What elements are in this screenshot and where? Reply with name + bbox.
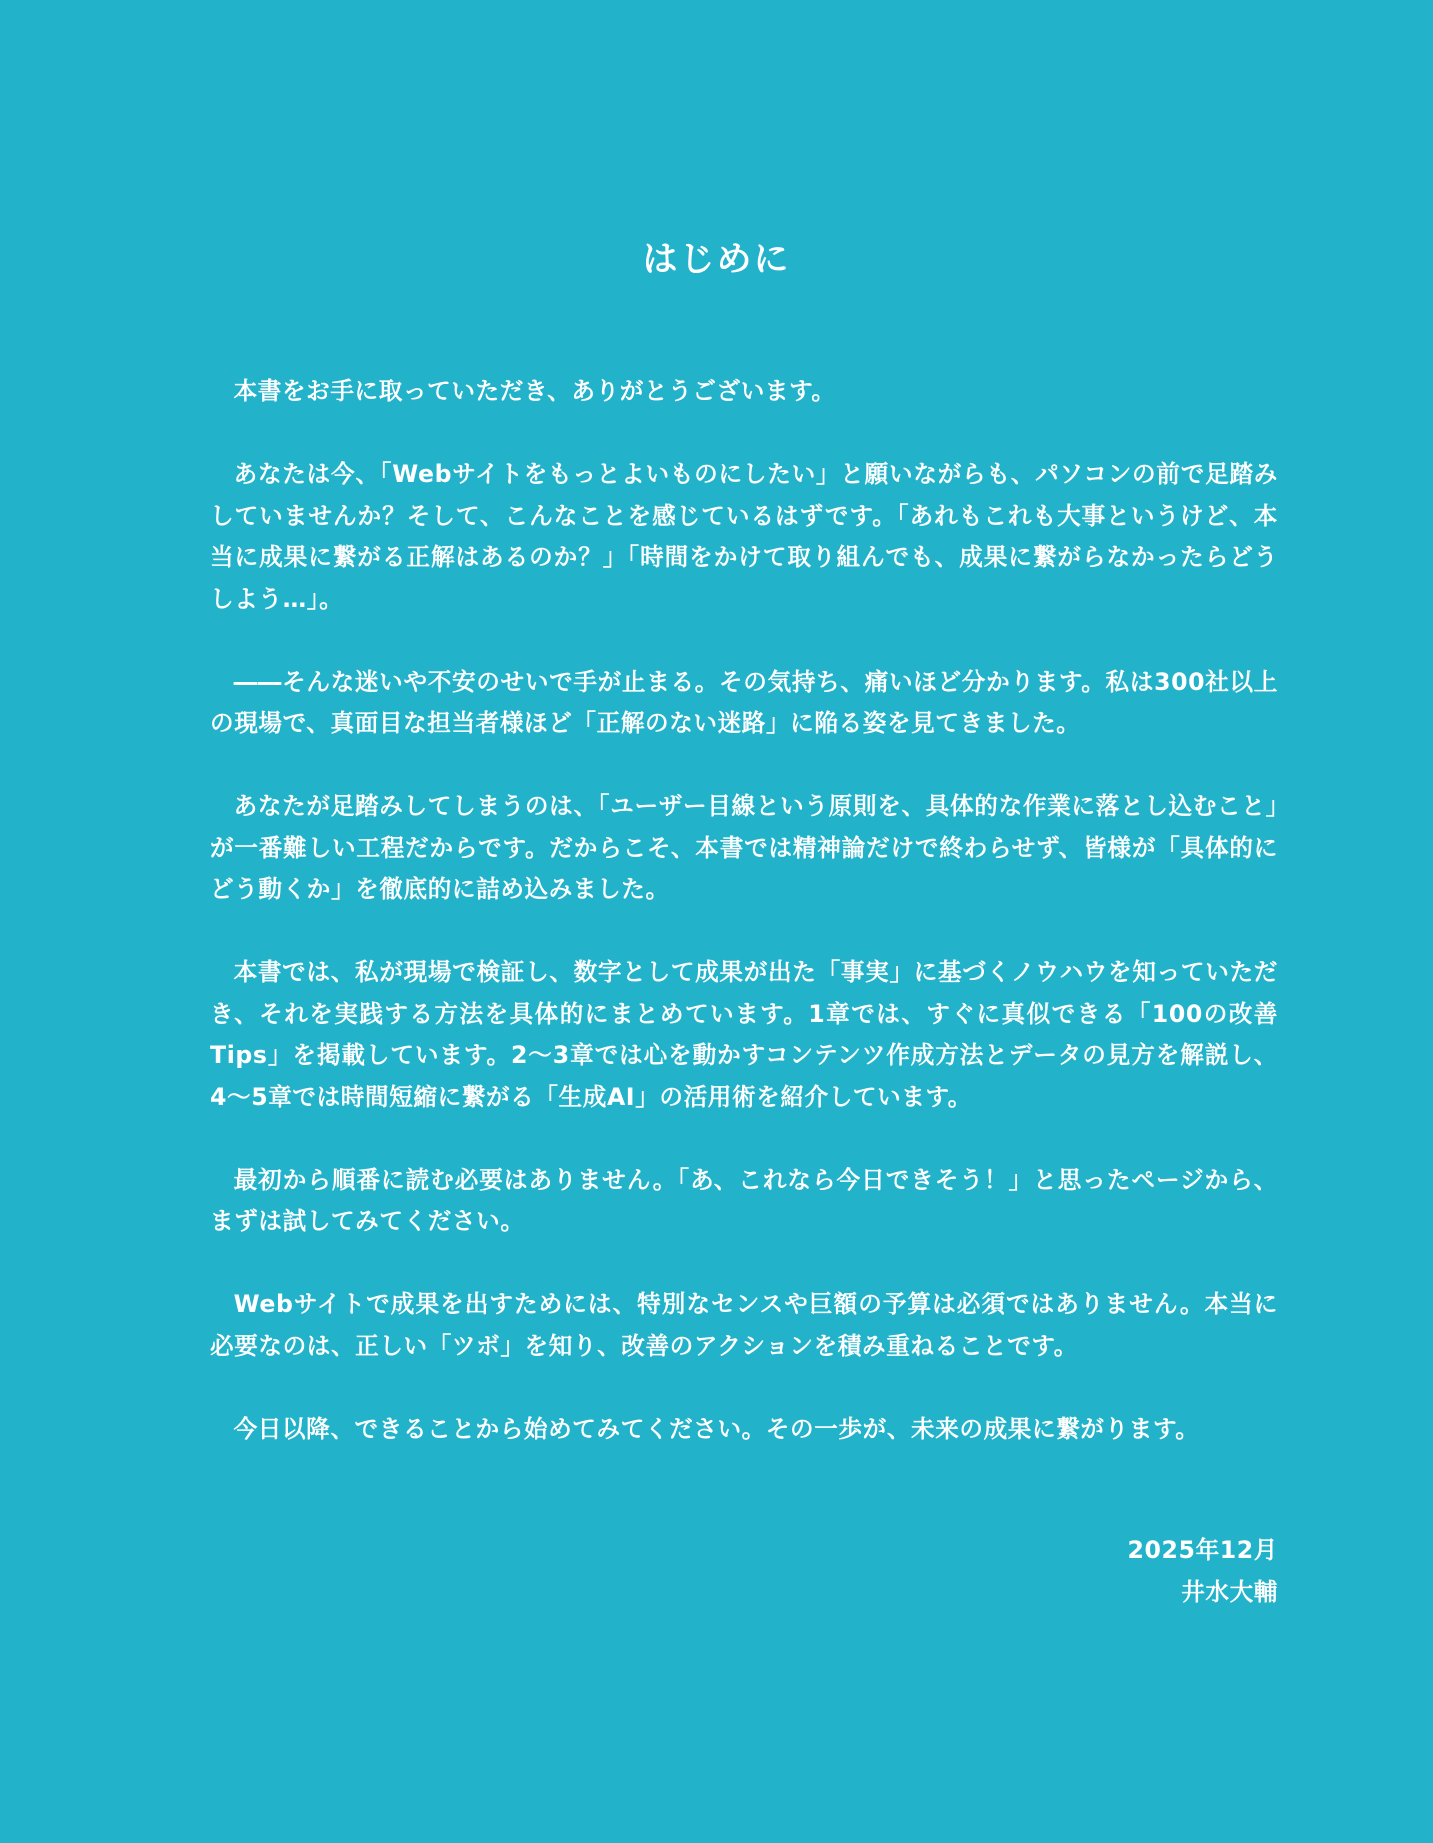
- paragraph-1: 本書をお手に取っていただき、ありがとうございます。: [233, 377, 836, 405]
- paragraph-6: 最初から順番に読む必要はありません。「あ、これなら今日できそう！」と思ったページから、まずは試してみてください。: [210, 1165, 1278, 1235]
- paragraph-8: 今日以降、できることから始めてみてください。その一歩が、未来の成果に繋がります。: [233, 1414, 1200, 1443]
- signature-author: 井水大輔: [1181, 1577, 1278, 1606]
- body-text: [210, 371, 1278, 1492]
- paragraph-2: あなたは今、「Webサイトをもっとよいものにしたい」と願いながらも、パソコンの前で足踏みしていませんか？そして、こんなことを感じているはずです。「あれもこれも大事というけど、本当に成果に繋がる正解はあるのか？」「時間をかけて取り組んでも、成果に繋がらなかったらどうしよう…」。: [210, 460, 1278, 613]
- paragraph-3: ――そんな迷いや不安のせいで手が止まる。その気持ち、痛いほど分かります。私は300社以上の現場で、真面目な担当者様ほど「正解のない迷路」に陥る姿を見てきました。: [210, 667, 1278, 737]
- page-title: はじめに: [642, 240, 791, 280]
- signature: [1128, 1530, 1279, 1613]
- paragraph-5: 本書では、私が現場で検証し、数字として成果が出た「事実」に基づくノウハウを知っていただき、それを実践する方法を具体的にまとめています。1章では、すぐに真似できる「100の改善Tips」を掲載しています。2～3章では心を動かすコンテンツ作成方法とデータの見方を解説し、4～5章では時間短縮に繋がる「生成AI」の活用術を紹介しています。: [210, 958, 1278, 1111]
- paragraph-7: Webサイトで成果を出すためには、特別なセンスや巨額の予算は必須ではありません。本当に必要なのは、正しい「ツボ」を知り、改善のアクションを積み重ねることです。: [210, 1290, 1278, 1360]
- paragraph-4: あなたが足踏みしてしまうのは、「ユーザー目線という原則を、具体的な作業に落とし込むこと」が一番難しい工程だからです。だからこそ、本書では精神論だけで終わらせず、皆様が「具体的にどう動くか」を徹底的に詰め込みました。: [210, 792, 1278, 903]
- signature-date: 2025年12月: [1127, 1536, 1278, 1564]
